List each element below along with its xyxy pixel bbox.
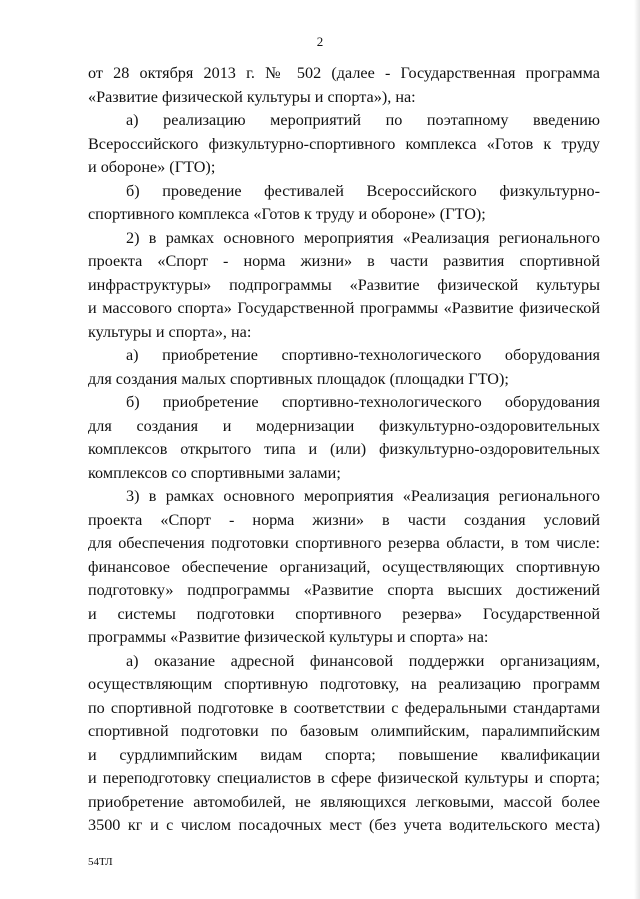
text-line: культуры и спорта», на: bbox=[88, 322, 252, 341]
text-line: инфраструктуры» подпрограммы «Развитие физической культуры bbox=[88, 275, 600, 294]
text-line: финансовое обеспечение организаций, осуществляющих спортивную bbox=[88, 557, 600, 576]
text-line: по спортивной подготовке в соответствии с федеральными стандартами bbox=[88, 698, 600, 717]
text-line: спортивного комплекса «Готов к труду и обороне» (ГТО); bbox=[88, 205, 486, 223]
text-line: и сурдлимпийским видам спорта; повышение квалификации bbox=[88, 745, 600, 764]
text-line: и переподготовку специалистов в сфере физической культуры и спорта; bbox=[88, 769, 600, 787]
text-line: Всероссийского физкультурно-спортивного комплекса «Готов к труду bbox=[88, 134, 600, 153]
text-line: подготовку» подпрограммы «Развитие спорта высших достижений bbox=[88, 581, 600, 599]
text-line: для создания и модернизации физкультурно-оздоровительных bbox=[88, 416, 600, 435]
text-line: комплексов открытого типа и (или) физкультурно-оздоровительных bbox=[88, 440, 600, 458]
text-line: и обороне» (ГТО); bbox=[88, 158, 216, 176]
page-edge-shadow bbox=[634, 0, 640, 899]
text-line: а) приобретение спортивно-технологического оборудования bbox=[126, 346, 600, 364]
text-line: программы «Развитие физической культуры и спорта» на: bbox=[88, 628, 489, 646]
text-line: и массового спорта» Государственной программы «Развитие физической bbox=[88, 299, 600, 317]
text-line: б) приобретение спортивно-технологического оборудования bbox=[126, 393, 600, 411]
page-number: 2 bbox=[316, 34, 324, 49]
text-line: осуществляющим спортивную подготовку, на реализацию программ bbox=[88, 675, 600, 693]
text-line: б) проведение фестивалей Всероссийского физкультурно- bbox=[126, 181, 600, 200]
text-line: 2) в рамках основного мероприятия «Реализация регионального bbox=[126, 228, 600, 247]
text-line: проекта «Спорт - норма жизни» в части создания условий bbox=[88, 510, 600, 529]
text-line: комплексов со спортивными залами; bbox=[88, 463, 341, 482]
text-line: 3) в рамках основного мероприятия «Реализация регионального bbox=[126, 487, 600, 505]
text-line: спортивной подготовки по базовым олимпийским, паралимпийским bbox=[88, 722, 600, 740]
footer-code: 54ТЛ bbox=[88, 856, 113, 868]
text-line: для обеспечения подготовки спортивного резерва области, в том числе: bbox=[88, 534, 600, 552]
text-line: приобретение автомобилей, не являющихся легковыми, массой более bbox=[88, 792, 600, 811]
text-line: для создания малых спортивных площадок (площадки ГТО); bbox=[88, 369, 509, 388]
text-line: 3500 кг и с числом посадочных мест (без учета водительского места) bbox=[88, 816, 600, 834]
text-line: а) реализацию мероприятий по поэтапному введению bbox=[126, 111, 600, 129]
text-line: от 28 октября 2013 г. № 502 (далее - Государственная программа bbox=[88, 64, 600, 82]
text-line: а) оказание адресной финансовой поддержки организациям, bbox=[126, 651, 600, 670]
document-body bbox=[88, 62, 600, 838]
text-line: и системы подготовки спортивного резерва» Государственной bbox=[88, 604, 600, 623]
text-line: проекта «Спорт - норма жизни» в части развития спортивной bbox=[88, 252, 600, 270]
text-line: «Развитие физической культуры и спорта»), на: bbox=[88, 87, 416, 106]
